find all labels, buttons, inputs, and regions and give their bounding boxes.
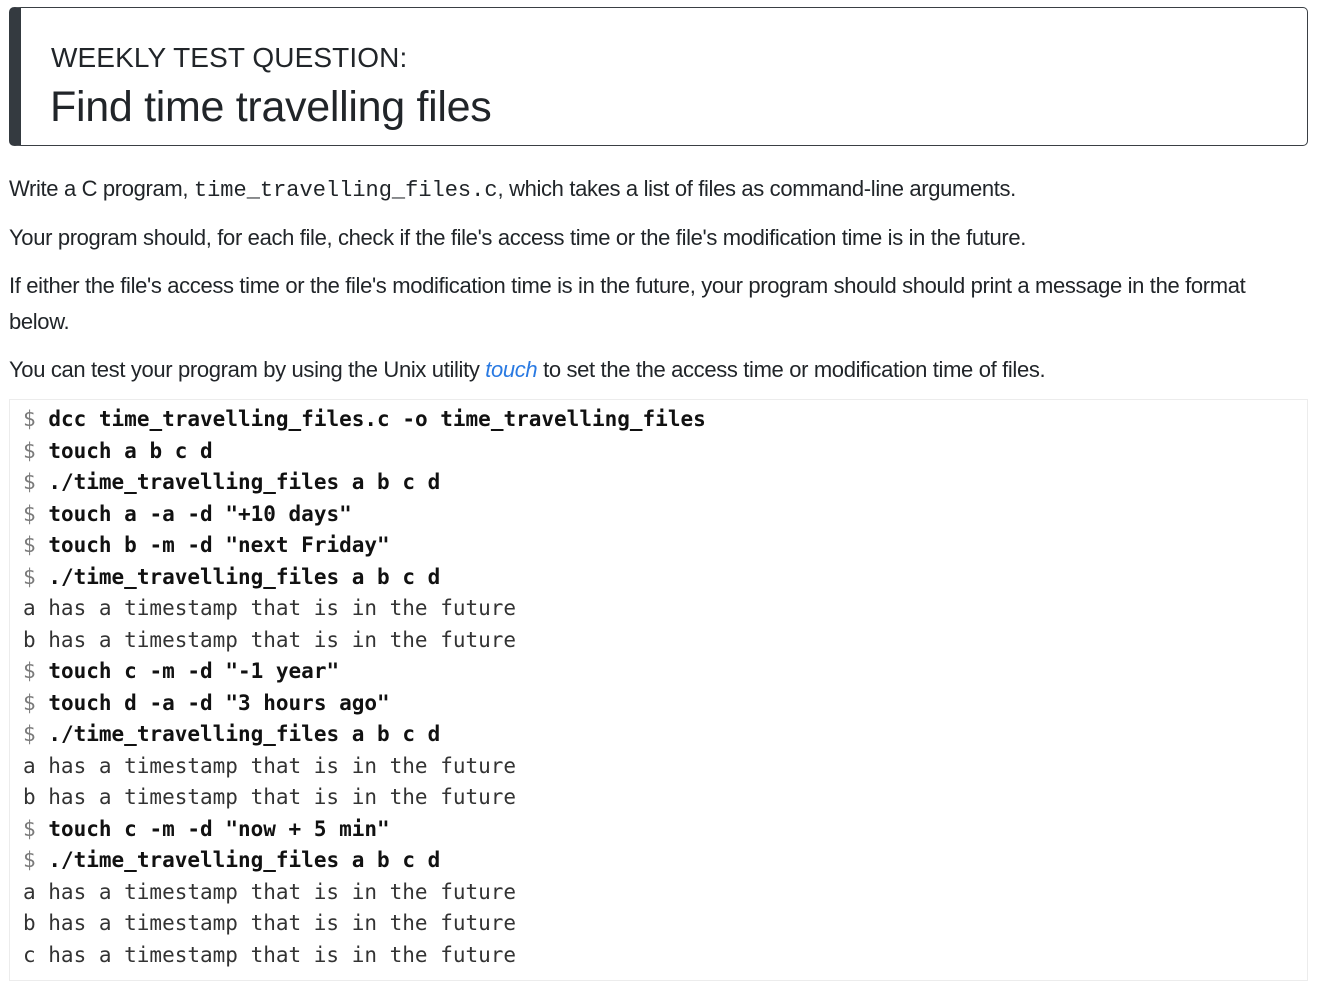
shell-prompt: $ — [23, 848, 36, 872]
shell-prompt: $ — [23, 816, 36, 841]
question-header — [9, 7, 1308, 146]
terminal-command-line — [23, 404, 1307, 436]
requirement-paragraph: Your program should, for each file, check if the file's access time or the file's modification time is in the future. — [9, 225, 1027, 250]
terminal-example — [9, 399, 1308, 981]
shell-prompt: $ — [23, 659, 36, 683]
shell-command: touch c -m -d "-1 year" — [48, 659, 340, 683]
shell-command: ./time_travelling_files a b c d — [48, 722, 441, 746]
program-output: a has a timestamp that is in the future — [23, 596, 517, 620]
shell-prompt: $ — [23, 690, 36, 715]
shell-command: touch a -a -d "+10 days" — [48, 501, 352, 526]
terminal-output-line — [23, 782, 1307, 814]
shell-command: touch a b c d — [48, 438, 213, 463]
intro-paragraph — [9, 171, 1016, 209]
program-output: b has a timestamp that is in the future — [23, 911, 517, 935]
testing-paragraph — [9, 352, 1045, 388]
shell-prompt: $ — [23, 533, 36, 557]
program-output: b has a timestamp that is in the future — [23, 627, 517, 652]
terminal-command-line — [23, 688, 1307, 720]
output-format-paragraph: If either the file's access time or the file's modification time is in the future, your program should should print a message in the format below. — [9, 273, 1246, 334]
terminal-command-line — [23, 656, 1307, 688]
terminal-output-line — [23, 940, 1307, 972]
terminal-command-line — [23, 814, 1307, 846]
terminal-command-line — [23, 436, 1307, 468]
touch-link[interactable]: touch — [485, 357, 538, 382]
testing-text-after: to set the the access time or modification time of files. — [537, 357, 1046, 382]
shell-command: dcc time_travelling_files.c -o time_travelling_files — [48, 407, 706, 431]
terminal-output-line — [23, 908, 1307, 940]
terminal-output-line — [23, 877, 1307, 909]
shell-command: touch d -a -d "3 hours ago" — [48, 690, 390, 715]
shell-command: touch c -m -d "now + 5 min" — [48, 816, 390, 841]
terminal-output-line — [23, 625, 1307, 657]
terminal-command-line — [23, 467, 1307, 499]
program-output: c has a timestamp that is in the future — [23, 942, 517, 967]
shell-prompt: $ — [23, 470, 36, 494]
shell-command: touch b -m -d "next Friday" — [48, 533, 390, 557]
page-title: Find time travelling files — [50, 83, 492, 131]
terminal-command-line — [23, 719, 1307, 751]
shell-prompt: $ — [23, 501, 36, 526]
program-output: a has a timestamp that is in the future — [23, 753, 517, 778]
shell-prompt: $ — [23, 407, 36, 431]
intro-text-after: , which takes a list of files as command-line arguments. — [497, 176, 1016, 201]
terminal-output-line — [23, 751, 1307, 783]
shell-prompt: $ — [23, 564, 36, 589]
terminal-command-line — [23, 530, 1307, 562]
terminal-command-line — [23, 845, 1307, 877]
testing-text-before: You can test your program by using the Unix utility — [9, 357, 486, 382]
program-filename: time_travelling_files.c — [193, 178, 498, 203]
shell-command: ./time_travelling_files a b c d — [48, 470, 441, 494]
shell-prompt: $ — [23, 438, 36, 463]
shell-command: ./time_travelling_files a b c d — [48, 848, 441, 872]
terminal-output-line — [23, 593, 1307, 625]
shell-command: ./time_travelling_files a b c d — [48, 564, 441, 589]
program-output: b has a timestamp that is in the future — [23, 785, 517, 809]
question-kicker: WEEKLY TEST QUESTION: — [51, 42, 408, 73]
program-output: a has a timestamp that is in the future — [23, 879, 517, 904]
terminal-command-line — [23, 562, 1307, 594]
intro-text-before: Write a C program, — [9, 176, 194, 201]
terminal-command-line — [23, 499, 1307, 531]
shell-prompt: $ — [23, 722, 36, 746]
